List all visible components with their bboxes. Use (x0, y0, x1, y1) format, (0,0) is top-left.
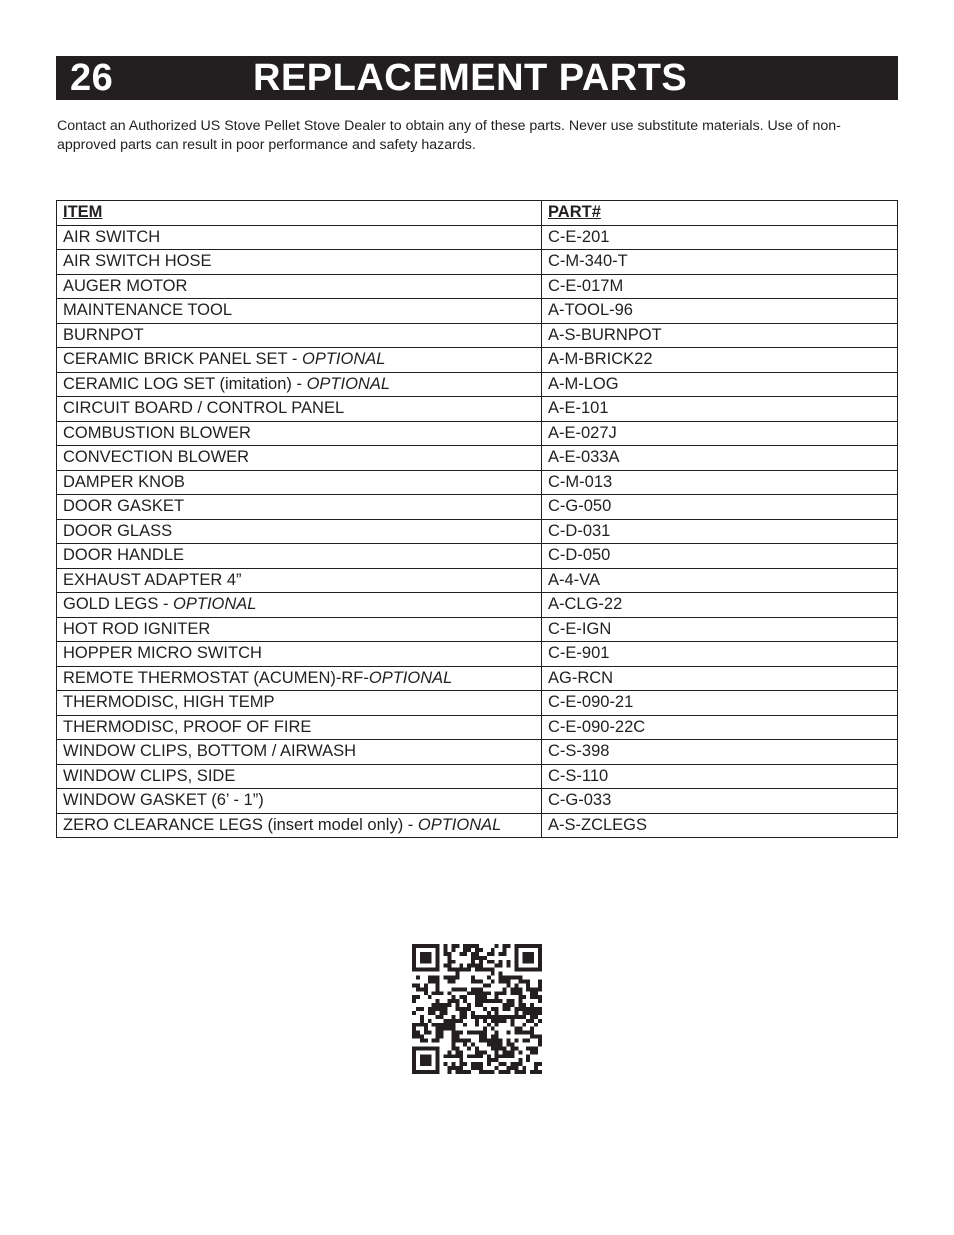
part-number-cell: A-E-033A (542, 446, 898, 471)
item-name: THERMODISC, PROOF OF FIRE (63, 717, 312, 736)
part-number-cell: A-M-BRICK22 (542, 348, 898, 373)
item-name: CERAMIC LOG SET (imitation) - (63, 374, 307, 393)
part-number-cell: C-G-050 (542, 495, 898, 520)
item-name: GOLD LEGS - (63, 595, 174, 614)
part-number-cell: C-D-050 (542, 544, 898, 569)
part-number-cell: C-E-090-21 (542, 691, 898, 716)
item-cell (57, 323, 542, 348)
item-cell (57, 274, 542, 299)
item-name: WINDOW CLIPS, SIDE (63, 766, 236, 785)
part-column-header: PART# (542, 201, 898, 226)
item-cell (57, 813, 542, 838)
part-number-cell: A-S-ZCLEGS (542, 813, 898, 838)
table-row (57, 299, 898, 324)
item-cell (57, 348, 542, 373)
item-column-header: ITEM (57, 201, 542, 226)
table-row (57, 789, 898, 814)
part-number-cell: A-4-VA (542, 568, 898, 593)
item-name: DOOR HANDLE (63, 546, 185, 565)
page-title: REPLACEMENT PARTS (253, 57, 688, 99)
optional-label: OPTIONAL (417, 815, 502, 834)
intro-paragraph: Contact an Authorized US Stove Pellet Stove Dealer to obtain any of these parts. Never use substitute materials. Use of non-approved parts can result in poor performance and safety hazards. (57, 118, 841, 153)
table-row (57, 740, 898, 765)
part-number-cell: A-TOOL-96 (542, 299, 898, 324)
item-name: WINDOW GASKET (6’ - 1”) (63, 791, 264, 810)
table-row (57, 691, 898, 716)
item-cell (57, 470, 542, 495)
item-name: THERMODISC, HIGH TEMP (63, 693, 275, 712)
item-name: AIR SWITCH HOSE (63, 252, 212, 271)
table-row (57, 544, 898, 569)
table-header-row (57, 201, 898, 226)
part-number-cell: C-E-201 (542, 225, 898, 250)
item-name: DOOR GASKET (63, 497, 185, 516)
item-cell (57, 446, 542, 471)
part-number-cell: C-G-033 (542, 789, 898, 814)
item-name: HOPPER MICRO SWITCH (63, 644, 262, 663)
part-number-cell: A-E-027J (542, 421, 898, 446)
item-name: DAMPER KNOB (63, 472, 185, 491)
table-row (57, 348, 898, 373)
table-row (57, 495, 898, 520)
optional-label: OPTIONAL (306, 374, 391, 393)
item-name: MAINTENANCE TOOL (63, 301, 233, 320)
item-cell (57, 568, 542, 593)
item-cell (57, 593, 542, 618)
table-row (57, 568, 898, 593)
item-name: CERAMIC BRICK PANEL SET - (63, 350, 302, 369)
item-cell (57, 666, 542, 691)
parts-table-body (57, 225, 898, 838)
table-row (57, 323, 898, 348)
item-cell (57, 789, 542, 814)
item-cell (57, 715, 542, 740)
item-cell (57, 495, 542, 520)
table-row (57, 519, 898, 544)
item-cell (57, 740, 542, 765)
table-row (57, 250, 898, 275)
item-cell (57, 372, 542, 397)
item-cell (57, 225, 542, 250)
optional-label: OPTIONAL (368, 668, 453, 687)
item-cell (57, 642, 542, 667)
part-number-cell: A-E-101 (542, 397, 898, 422)
part-number-cell: C-E-090-22C (542, 715, 898, 740)
part-number-cell: C-M-340-T (542, 250, 898, 275)
item-cell (57, 544, 542, 569)
item-name: COMBUSTION BLOWER (63, 423, 251, 442)
item-cell (57, 397, 542, 422)
table-row (57, 642, 898, 667)
part-number-cell: C-E-901 (542, 642, 898, 667)
part-number-cell: C-D-031 (542, 519, 898, 544)
table-row (57, 421, 898, 446)
part-number-cell: C-S-398 (542, 740, 898, 765)
item-cell (57, 421, 542, 446)
table-row (57, 617, 898, 642)
table-row (57, 715, 898, 740)
table-row (57, 446, 898, 471)
part-number-cell: C-E-IGN (542, 617, 898, 642)
table-row (57, 593, 898, 618)
item-cell (57, 691, 542, 716)
part-number-cell: C-E-017M (542, 274, 898, 299)
item-name: BURNPOT (63, 325, 144, 344)
table-row (57, 274, 898, 299)
optional-label: OPTIONAL (173, 595, 257, 614)
item-name: WINDOW CLIPS, BOTTOM / AIRWASH (63, 742, 357, 761)
part-number-cell: A-CLG-22 (542, 593, 898, 618)
item-name: AUGER MOTOR (63, 276, 188, 295)
page-number: 26 (70, 57, 114, 99)
part-number-cell: AG-RCN (542, 666, 898, 691)
parts-table (56, 200, 898, 838)
item-cell (57, 519, 542, 544)
table-row (57, 764, 898, 789)
qr-code-icon (412, 944, 542, 1074)
item-cell (57, 764, 542, 789)
table-row (57, 813, 898, 838)
part-number-cell: A-S-BURNPOT (542, 323, 898, 348)
item-name: CONVECTION BLOWER (63, 448, 250, 467)
table-row (57, 397, 898, 422)
item-name: EXHAUST ADAPTER 4” (63, 570, 242, 589)
item-name: REMOTE THERMOSTAT (ACUMEN)-RF- (63, 668, 369, 687)
part-number-cell: C-S-110 (542, 764, 898, 789)
item-name: ZERO CLEARANCE LEGS (insert model only) - (63, 815, 418, 834)
table-row (57, 225, 898, 250)
item-name: DOOR GLASS (63, 521, 173, 540)
table-row (57, 666, 898, 691)
optional-label: OPTIONAL (302, 350, 386, 369)
item-cell (57, 299, 542, 324)
item-name: AIR SWITCH (63, 227, 161, 246)
part-number-cell: A-M-LOG (542, 372, 898, 397)
part-number-cell: C-M-013 (542, 470, 898, 495)
item-name: HOT ROD IGNITER (63, 619, 211, 638)
table-row (57, 372, 898, 397)
item-name: CIRCUIT BOARD / CONTROL PANEL (63, 399, 345, 418)
table-row (57, 470, 898, 495)
item-cell (57, 250, 542, 275)
item-cell (57, 617, 542, 642)
